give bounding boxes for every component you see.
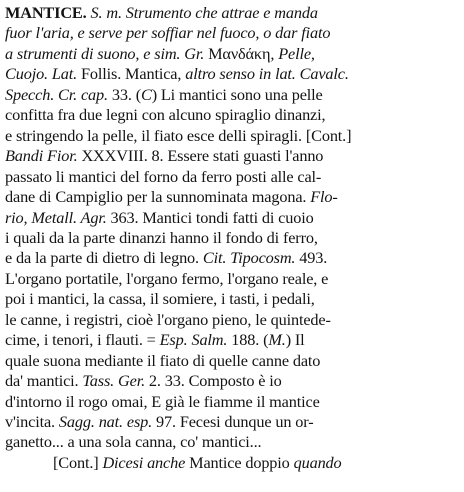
entry-text-segment: dane di Campiglio per la sunnominata magona. [5,187,311,207]
entry-text-segment: fuor l'aria, e serve per soffiar nel fuoco, o dar fiato [5,23,331,43]
entry-text-segment: 188. ( [227,330,269,350]
entry-text-segment: Sagg. nat. esp. [58,412,153,431]
entry-text-segment: Bandi Fior. [5,146,78,166]
entry-text-segment: 2. 33. Composto è io [145,371,282,391]
entry-text-segment: cime, i tenori, i flauti. = [5,330,160,350]
entry-text-segment: 363. Mantici tondi fatti di cuoio [106,207,314,227]
entry-text-segment: M. [268,330,286,350]
entry-text-segment: 33. ( [107,84,141,104]
entry-text-segment: quale suona mediante il fiato di quelle canne dato [5,350,321,370]
entry-text-segment: le canne, i registri, cioè l'organo pieno, le quintede- [5,309,331,329]
entry-text-segment: a strumenti di suono, e sim. Gr. [5,43,209,63]
entry-text-segment: da' mantici. [5,371,83,391]
entry-text-segment: quando [293,452,342,472]
entry-text-segment: . [82,3,91,22]
entry-text-segment: v'incita. [5,412,59,431]
entry-text-segment: XXXVIII. 8. Essere stati guasti l'anno [77,146,324,166]
entry-text-segment: altro senso in lat. Cavalc. [185,64,349,84]
entry-text-segment: poi i mantici, la cassa, il somiere, i tasti, i pedali, [5,289,315,309]
entry-text-segment: e stringendo la pelle, il fiato esce delli spiragli. [Cont.] [5,125,352,145]
entry-text-segment: Specch. Cr. cap. [5,84,108,104]
entry-text-segment: Dicesi anche [102,452,186,472]
entry-text-segment: d'intorno il rogo omai, E già le fiamme il mantice [5,391,320,411]
entry-text-segment: , Pelle, [270,43,315,63]
entry-text-segment: i quali da la parte dinanzi hanno il fondo di ferro, [5,227,318,247]
headword: MANTICE [5,3,83,22]
entry-text-segment: 493. [295,248,328,268]
entry-text-segment: Flo- [310,187,338,207]
entry-text-segment: e da la parte di dietro di legno. [5,248,203,268]
entry-text-segment: confitta fra due legni con alcuno spiraglio dinanzi, [5,105,326,125]
entry-text-segment: ganetto... a una sola canna, co' mantici... [5,432,262,452]
entry-text-segment: Mantice doppio [185,452,294,472]
entry-line [53,451,342,475]
entry-text-segment: Tass. Ger. [82,371,145,391]
entry-text-segment: C [140,84,152,104]
entry-text-segment: rio, Metall. Agr. [5,207,107,227]
entry-text-segment: Esp. Salm. [159,330,228,350]
entry-text-segment: Cuojo. Lat. [5,64,82,84]
entry-text-segment: Follis. Mantica, [81,64,186,84]
entry-text-segment: ) Il [285,330,305,350]
entry-text-segment: passato li mantici del forno da ferro posti alle cal- [5,166,322,186]
entry-text-segment: Cit. Tipocosm. [202,248,296,268]
entry-text-segment: S. m. Strumento che attrae e manda [90,3,318,22]
dictionary-entry [5,4,461,488]
entry-text-segment: ) Li mantici sono una pelle [151,84,323,104]
entry-text-segment: 97. Fecesi dunque un or- [152,412,314,431]
entry-text-segment: L'organo portatile, l'organo fermo, l'organo reale, e [5,268,329,288]
entry-text-segment: [Cont.] [53,452,103,472]
entry-text-segment: Μανδάκη [208,43,271,63]
